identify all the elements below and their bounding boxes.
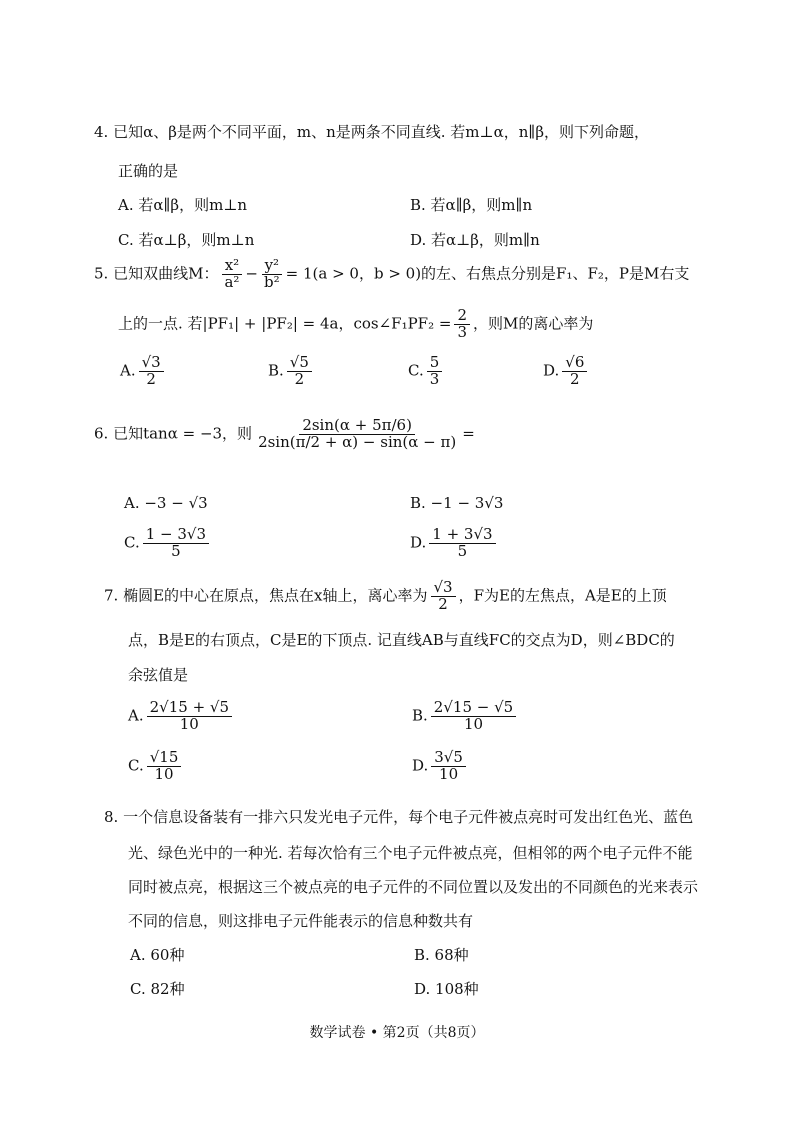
q5-fraction-y: $\frac{\text{y²}}{\text{b²}}$ [261, 258, 283, 291]
q7-stem-line1: 7. 椭圆E的中心在原点，焦点在x轴上，离心率为 $\frac{√3}{2}$ ，F为E的左焦点，A是E的上顶 [104, 578, 667, 613]
q5-fraction-cos: $\frac{2}{3}$ [454, 308, 470, 341]
q7-option-d: D. $\frac{3√5}{10}$ [412, 750, 469, 783]
q5-stem-line1: 5. 已知双曲线M： $\frac{\text{x²}}{\text{a²}}$ − $\frac{\text{y²}}{\text{b²}}$ = 1(a > 0，b > 0)的左、右焦点分别是F₁、F₂，P是M右支 [94, 256, 690, 291]
q5-option-d: D. $\frac{√6}{2}$ [543, 355, 590, 388]
q4-option-c: C. 若α⊥β，则m⊥n [118, 231, 255, 249]
q4-option-a: A. 若α∥β，则m⊥n [118, 196, 248, 214]
q7-stem-line3: 余弦值是 [128, 666, 189, 684]
q7-option-c: C. $\frac{√15}{10}$ [128, 750, 184, 783]
page-footer: 数学试卷 • 第2页（共8页） [309, 1025, 485, 1041]
q7-option-a: A. $\frac{2√15 + √5}{10}$ [128, 700, 235, 733]
q4-stem-line2: 正确的是 [118, 162, 179, 180]
q5-intro-rest: = 1(a > 0，b > 0)的左、右焦点分别是F₁、F₂，P是M右支 [285, 264, 690, 283]
q8-stem-line2: 光、绿色光中的一种光. 若每次恰有三个电子元件被点亮，但相邻的两个电子元件不能 [128, 844, 693, 862]
q6-stem: 6. 已知tanα = −3，则 $\frac{2\sin(\alpha + 5\pi/6)}{2\sin(\pi/2 + \alpha) - \sin(\alpha - \pi)}$ = [94, 416, 475, 451]
q4-stem-line1: 4. 已知α、β是两个不同平面，m、n是两条不同直线. 若m⊥α，n∥β，则下列命题， [94, 123, 650, 141]
q5-stem-line2: 上的一点. 若|PF₁| + |PF₂| = 4a，cos∠F₁PF₂ = $\frac{2}{3}$ ，则M的离心率为 [118, 306, 594, 341]
q8-option-b: B. 68种 [414, 946, 469, 964]
q5-fraction-x: $\frac{\text{x²}}{\text{a²}}$ [221, 258, 242, 291]
q5-option-b: B. $\frac{√5}{2}$ [268, 355, 315, 388]
q8-option-a: A. 60种 [130, 946, 185, 964]
q5-option-c: C. $\frac{5}{3}$ [408, 355, 445, 388]
q8-stem-line3: 同时被点亮，根据这三个被点亮的电子元件的不同位置以及发出的不同颜色的光来表示 [128, 878, 699, 896]
q6-fraction: $\frac{2\sin(\alpha + 5\pi/6)}{2\sin(\pi/2 + \alpha) - \sin(\alpha - \pi)}$ [258, 416, 457, 451]
q5-intro: 5. 已知双曲线M： [94, 264, 219, 283]
q7-stem-line2: 点，B是E的右顶点，C是E的下顶点. 记直线AB与直线FC的交点为D，则∠BDC的 [128, 631, 675, 649]
q6-option-c: C. $\frac{1 - 3√3}{5}$ [124, 527, 212, 560]
q5-option-a: A. $\frac{√3}{2}$ [120, 355, 167, 388]
q6-option-a: A. −3 − √3 [124, 494, 208, 512]
q6-option-d: D. $\frac{1 + 3√3}{5}$ [410, 527, 499, 560]
q8-stem-line1: 8. 一个信息设备装有一排六只发光电子元件，每个电子元件被点亮时可发出红色光、蓝色 [104, 808, 694, 826]
q7-fraction-e: $\frac{√3}{2}$ [431, 580, 456, 613]
q7-option-b: B. $\frac{2√15 - √5}{10}$ [412, 700, 519, 733]
q6-option-b: B. −1 − 3√3 [410, 494, 504, 512]
q8-option-d: D. 108种 [414, 980, 479, 998]
q8-option-c: C. 82种 [130, 980, 185, 998]
q8-stem-line4: 不同的信息，则这排电子元件能表示的信息种数共有 [128, 912, 474, 930]
q4-option-d: D. 若α⊥β，则m∥n [410, 231, 540, 249]
q4-option-b: B. 若α∥β，则m∥n [410, 196, 533, 214]
